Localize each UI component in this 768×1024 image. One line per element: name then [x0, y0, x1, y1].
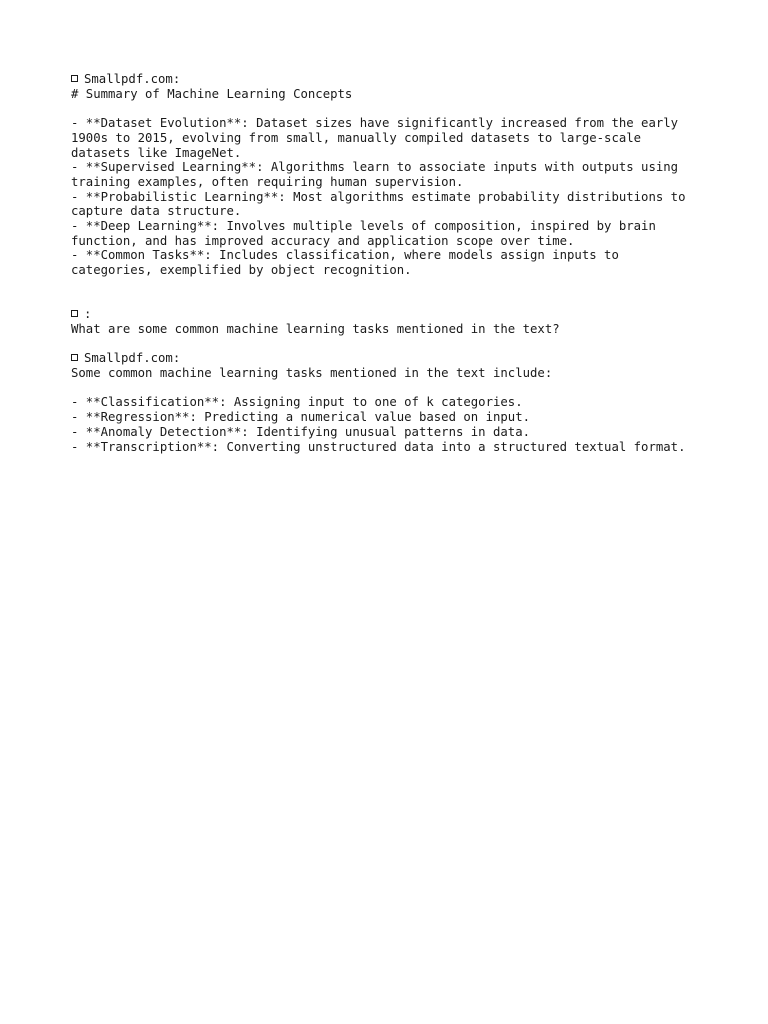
- sender-box-icon: [71, 75, 78, 82]
- message-sender: Smallpdf.com:: [84, 72, 181, 86]
- sender-box-icon: [71, 354, 78, 361]
- question-text: What are some common machine learning tasks mentioned in the text?: [71, 321, 560, 336]
- answer-text-line: - **Regression**: Predicting a numerical value based on input.: [71, 410, 531, 425]
- summary-text-line: categories, exemplified by object recognition.: [71, 263, 412, 278]
- summary-text-line: - **Deep Learning**: Involves multiple levels of composition, inspired by brain: [71, 219, 656, 234]
- summary-heading: # Summary of Machine Learning Concepts: [71, 86, 353, 101]
- summary-text-line: - **Probabilistic Learning**: Most algorithms estimate probability distributions to: [71, 189, 686, 204]
- summary-text-line: - **Supervised Learning**: Algorithms learn to associate inputs with outputs using: [71, 160, 679, 175]
- answer-text-line: - **Classification**: Assigning input to one of k categories.: [71, 395, 523, 410]
- summary-text-line: datasets like ImageNet.: [71, 145, 242, 160]
- answer-text-line: - **Transcription**: Converting unstructured data into a structured textual format.: [71, 439, 686, 454]
- blank-line: [71, 293, 751, 308]
- summary-text-line: capture data structure.: [71, 204, 242, 219]
- blank-line: [71, 337, 751, 352]
- summary-text-line: - **Common Tasks**: Includes classification, where models assign inputs to: [71, 248, 619, 263]
- summary-text-line: 1900s to 2015, evolving from small, manually compiled datasets to large-scale: [71, 130, 642, 145]
- blank-line: [71, 278, 751, 293]
- summary-text-line: training examples, often requiring human supervision.: [71, 174, 464, 189]
- sender-box-icon: [71, 310, 78, 317]
- summary-text-line: function, and has improved accuracy and application scope over time.: [71, 233, 575, 248]
- message-sender: :: [84, 307, 92, 322]
- message-sender-line: [71, 72, 751, 87]
- answer-text-line: Some common machine learning tasks mentioned in the text include:: [71, 366, 553, 380]
- message-sender: Smallpdf.com:: [84, 351, 181, 366]
- message-sender-line: [71, 351, 751, 366]
- summary-text-line: - **Dataset Evolution**: Dataset sizes have significantly increased from the early: [71, 116, 679, 131]
- message-sender-line: [71, 307, 751, 322]
- blank-line: [71, 101, 751, 116]
- answer-text-line: - **Anomaly Detection**: Identifying unusual patterns in data.: [71, 424, 531, 439]
- document-page: [71, 72, 751, 454]
- blank-line: [71, 381, 751, 396]
